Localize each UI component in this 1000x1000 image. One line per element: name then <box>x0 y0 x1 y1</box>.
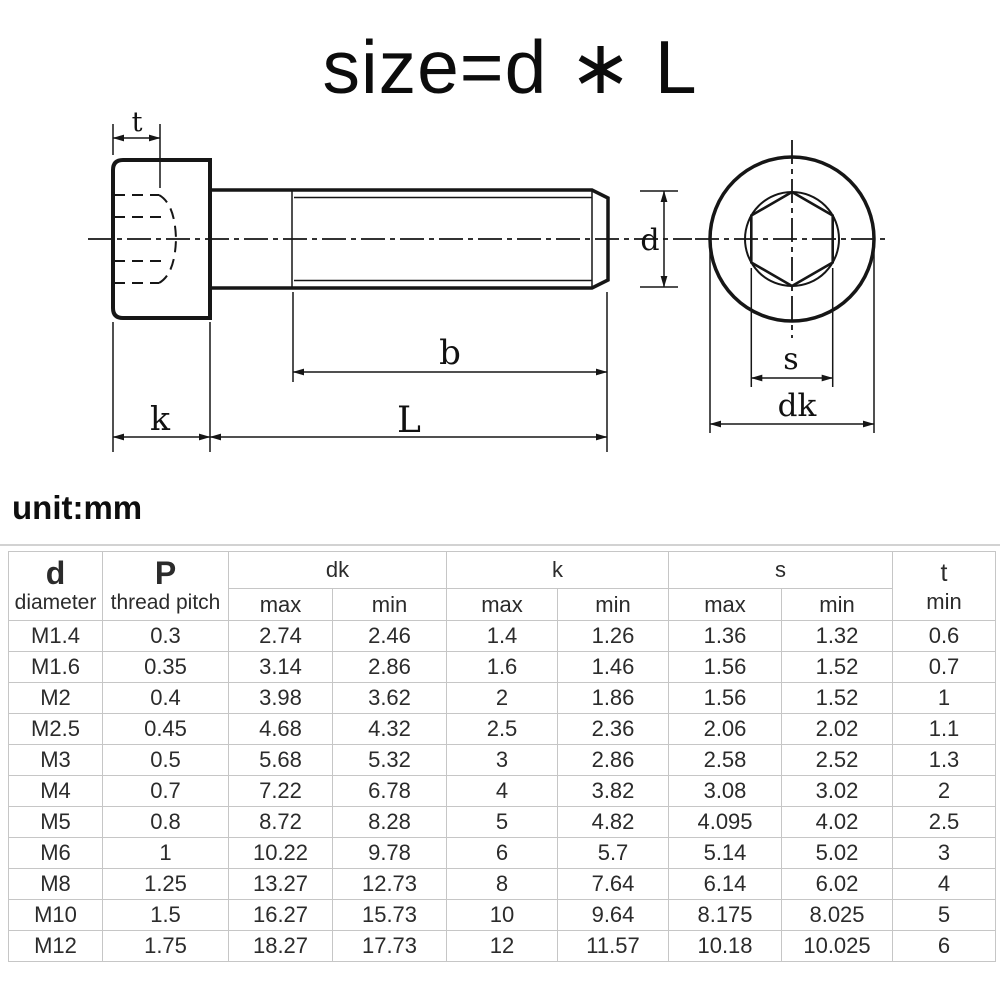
table-cell: 8.72 <box>229 807 333 838</box>
table-cell: M5 <box>9 807 103 838</box>
table-cell: 7.64 <box>558 869 669 900</box>
table-cell: 5.14 <box>669 838 782 869</box>
subheader-k-max: max <box>447 589 558 621</box>
table-cell: 4.82 <box>558 807 669 838</box>
table-cell: 3.02 <box>782 776 893 807</box>
unit-label: unit:mm <box>12 489 143 526</box>
table-cell: M12 <box>9 931 103 962</box>
table-row <box>9 714 996 745</box>
table-cell: 3.82 <box>558 776 669 807</box>
dim-label-L: L <box>397 400 421 441</box>
table-cell: 3.62 <box>333 683 447 714</box>
table-cell: 6 <box>893 931 996 962</box>
table-row <box>9 838 996 869</box>
table-cell: 8.175 <box>669 900 782 931</box>
table-cell: 0.7 <box>103 776 229 807</box>
subheader-s-max: max <box>669 589 782 621</box>
table-cell: 3 <box>893 838 996 869</box>
table-cell: 0.8 <box>103 807 229 838</box>
header-d-sub: diameter <box>14 591 97 614</box>
table-cell: 2 <box>447 683 558 714</box>
technical-drawing <box>0 100 1000 468</box>
table-cell: M4 <box>9 776 103 807</box>
subheader-s-min: min <box>782 589 893 621</box>
table-cell: M10 <box>9 900 103 931</box>
header-p-sub: thread pitch <box>110 591 221 614</box>
table-cell: 1.86 <box>558 683 669 714</box>
table-cell: 6.02 <box>782 869 893 900</box>
table-cell: 6.78 <box>333 776 447 807</box>
page-title: size=d ∗ L <box>322 25 698 109</box>
table-cell: 5.68 <box>229 745 333 776</box>
table-cell: 12.73 <box>333 869 447 900</box>
table-row <box>9 931 996 962</box>
table-cell: 11.57 <box>558 931 669 962</box>
dim-label-d: d <box>640 223 660 258</box>
table-cell: 8.28 <box>333 807 447 838</box>
table-cell: 2.52 <box>782 745 893 776</box>
table-cell: 4.68 <box>229 714 333 745</box>
table-cell: 1.56 <box>669 683 782 714</box>
col-header-dk: dk <box>229 552 447 589</box>
dim-label-k: k <box>150 399 170 438</box>
table-cell: 12 <box>447 931 558 962</box>
col-header-d <box>9 552 103 621</box>
table-cell: 0.45 <box>103 714 229 745</box>
table-cell: 1.1 <box>893 714 996 745</box>
table-cell: 10.18 <box>669 931 782 962</box>
table-cell: 1.3 <box>893 745 996 776</box>
table-cell: 13.27 <box>229 869 333 900</box>
table-row <box>9 776 996 807</box>
table-cell: 1.36 <box>669 621 782 652</box>
table-cell: 1.4 <box>447 621 558 652</box>
subheader-dk-max: max <box>229 589 333 621</box>
table-cell: 2 <box>893 776 996 807</box>
table-cell: 5 <box>893 900 996 931</box>
table-cell: M1.6 <box>9 652 103 683</box>
table-cell: 18.27 <box>229 931 333 962</box>
table-cell: 1.52 <box>782 683 893 714</box>
table-cell: 1.32 <box>782 621 893 652</box>
dim-label-b: b <box>439 333 461 373</box>
table-cell: 7.22 <box>229 776 333 807</box>
table-cell: 6 <box>447 838 558 869</box>
dim-label-s: s <box>783 342 799 377</box>
table-cell: 0.5 <box>103 745 229 776</box>
header-d-symbol: d <box>45 555 66 591</box>
table-cell: 1.46 <box>558 652 669 683</box>
table-cell: 8 <box>447 869 558 900</box>
table-cell: 17.73 <box>333 931 447 962</box>
table-cell: 1.5 <box>103 900 229 931</box>
table-cell: 0.4 <box>103 683 229 714</box>
table-cell: 9.78 <box>333 838 447 869</box>
table-cell: M2 <box>9 683 103 714</box>
header-t-sub: min <box>926 589 962 614</box>
subheader-k-min: min <box>558 589 669 621</box>
table-top-divider <box>0 544 1000 546</box>
table-cell: 3.08 <box>669 776 782 807</box>
col-header-k: k <box>447 552 669 589</box>
table-cell: 0.35 <box>103 652 229 683</box>
table-cell: 0.6 <box>893 621 996 652</box>
table-cell: 2.02 <box>782 714 893 745</box>
table-cell: M8 <box>9 869 103 900</box>
table-cell: 3 <box>447 745 558 776</box>
table-cell: 2.86 <box>558 745 669 776</box>
header-t-symbol: t <box>940 559 948 587</box>
end-view-head <box>695 140 889 338</box>
table-cell: 10.025 <box>782 931 893 962</box>
table-cell: 9.64 <box>558 900 669 931</box>
table-cell: 2.06 <box>669 714 782 745</box>
table-cell: 1 <box>103 838 229 869</box>
table-cell: 1.26 <box>558 621 669 652</box>
table-cell: 15.73 <box>333 900 447 931</box>
table-cell: 10 <box>447 900 558 931</box>
table-cell: 1.56 <box>669 652 782 683</box>
table-cell: 5.7 <box>558 838 669 869</box>
table-cell: 2.86 <box>333 652 447 683</box>
table-cell: 4.095 <box>669 807 782 838</box>
table-cell: 5 <box>447 807 558 838</box>
table-cell: 0.3 <box>103 621 229 652</box>
table-cell: M6 <box>9 838 103 869</box>
table-cell: 6.14 <box>669 869 782 900</box>
table-cell: 1.75 <box>103 931 229 962</box>
table-row <box>9 683 996 714</box>
table-cell: 4.32 <box>333 714 447 745</box>
table-row <box>9 869 996 900</box>
table-cell: 1 <box>893 683 996 714</box>
table-cell: 16.27 <box>229 900 333 931</box>
table-cell: 5.02 <box>782 838 893 869</box>
table-cell: 1.25 <box>103 869 229 900</box>
table-cell: 4 <box>447 776 558 807</box>
dim-label-t: t <box>131 107 143 138</box>
table-cell: M3 <box>9 745 103 776</box>
table-row <box>9 745 996 776</box>
table-cell: 2.74 <box>229 621 333 652</box>
table-cell: 2.36 <box>558 714 669 745</box>
dimension-spec-table <box>8 551 996 962</box>
col-header-t <box>893 552 996 621</box>
table-cell: 3.98 <box>229 683 333 714</box>
dim-label-dk: dk <box>777 388 817 424</box>
col-header-s: s <box>669 552 893 589</box>
table-cell: M2.5 <box>9 714 103 745</box>
table-cell: 0.7 <box>893 652 996 683</box>
table-cell: 2.5 <box>447 714 558 745</box>
table-row <box>9 900 996 931</box>
table-cell: 3.14 <box>229 652 333 683</box>
table-row <box>9 621 996 652</box>
subheader-dk-min: min <box>333 589 447 621</box>
table-cell: 10.22 <box>229 838 333 869</box>
table-cell: 2.58 <box>669 745 782 776</box>
table-cell: 4 <box>893 869 996 900</box>
table-cell: 8.025 <box>782 900 893 931</box>
table-row <box>9 652 996 683</box>
table-row <box>9 807 996 838</box>
table-cell: 1.6 <box>447 652 558 683</box>
col-header-p <box>103 552 229 621</box>
table-cell: 2.5 <box>893 807 996 838</box>
table-cell: 4.02 <box>782 807 893 838</box>
table-cell: 2.46 <box>333 621 447 652</box>
table-cell: M1.4 <box>9 621 103 652</box>
table-cell: 1.52 <box>782 652 893 683</box>
header-p-symbol: P <box>154 555 177 591</box>
side-view-screw <box>88 160 692 318</box>
table-cell: 5.32 <box>333 745 447 776</box>
